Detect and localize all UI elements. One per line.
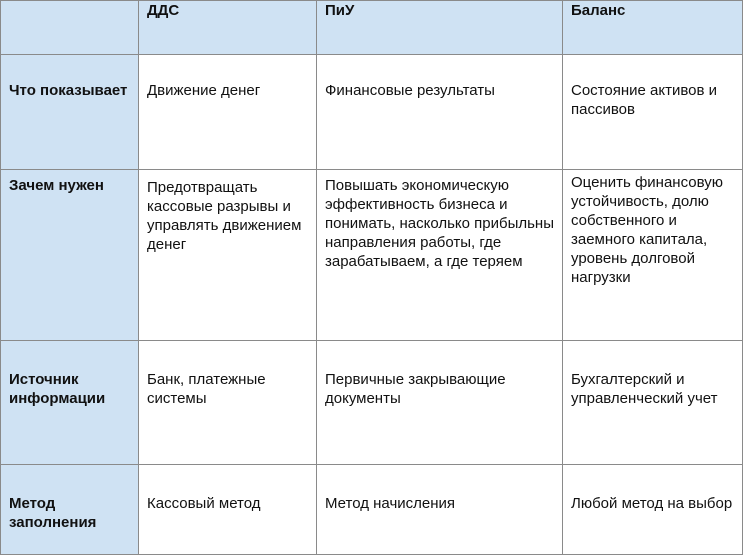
- row-header-what-shows: Что показывает: [1, 55, 139, 170]
- column-header-balance: Баланс: [563, 1, 743, 55]
- column-header-piu: ПиУ: [317, 1, 563, 55]
- cell-balance: Бухгалтерский и управленческий учет: [563, 341, 743, 465]
- cell-dds: Кассовый метод: [139, 465, 317, 555]
- cell-balance: Оценить финансовую устойчивость, долю собственного и заемного капитала, уровень долговой нагрузки: [563, 170, 743, 341]
- table-row: [1, 465, 743, 555]
- cell-piu: Метод начисления: [317, 465, 563, 555]
- table-row: [1, 341, 743, 465]
- header-row: [1, 1, 743, 55]
- table-row: [1, 55, 743, 170]
- cell-dds: Банк, платежные системы: [139, 341, 317, 465]
- table-row: [1, 170, 743, 341]
- row-header-info-source: Источник информации: [1, 341, 139, 465]
- row-header-fill-method: Метод заполнения: [1, 465, 139, 555]
- cell-piu: Финансовые результаты: [317, 55, 563, 170]
- cell-piu: Повышать экономическую эффективность бизнеса и понимать, насколько прибыльны направления работы, где зарабатываем, а где теряем: [317, 170, 563, 341]
- cell-dds: Движение денег: [139, 55, 317, 170]
- cell-dds: Предотвращать кассовые разрывы и управлять движением денег: [139, 170, 317, 341]
- corner-cell: [1, 1, 139, 55]
- cell-balance: Состояние активов и пассивов: [563, 55, 743, 170]
- cell-balance: Любой метод на выбор: [563, 465, 743, 555]
- column-header-dds: ДДС: [139, 1, 317, 55]
- row-header-why-needed: Зачем нужен: [1, 170, 139, 341]
- cell-piu: Первичные закрывающие документы: [317, 341, 563, 465]
